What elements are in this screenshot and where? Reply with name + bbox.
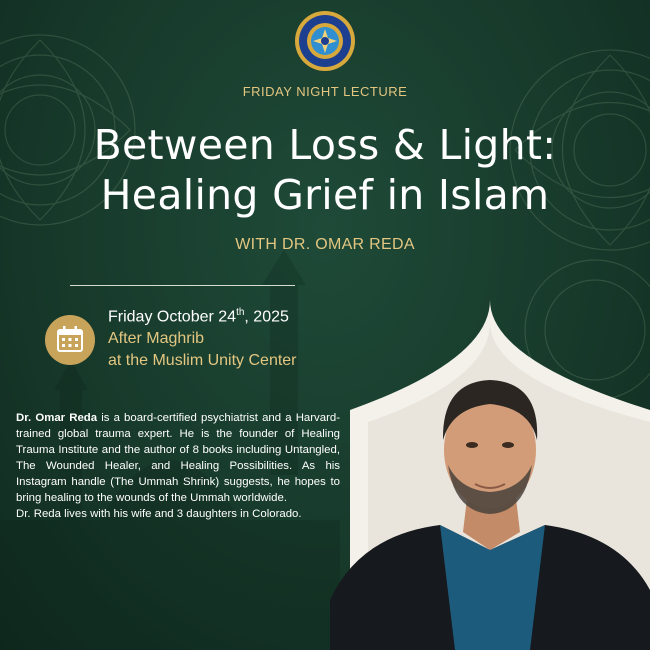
bio-name: Dr. Omar Reda <box>16 412 98 424</box>
speaker-portrait <box>330 300 650 650</box>
divider <box>70 285 295 286</box>
bio-paragraph-2: Dr. Reda lives with his wife and 3 daughters in Colorado. <box>16 508 302 520</box>
muslim-unity-center-logo <box>294 10 356 72</box>
event-date <box>108 307 289 326</box>
speaker-line: WITH DR. OMAR REDA <box>235 236 415 253</box>
date-year: , 2025 <box>244 308 289 326</box>
date-suffix: th <box>236 307 245 318</box>
bio-paragraph-1 <box>16 410 340 506</box>
title-line-1: Between Loss & Light: <box>93 121 557 169</box>
title-line-2: Healing Grief in Islam <box>100 171 550 219</box>
event-venue: at the Muslim Unity Center <box>108 352 297 369</box>
event-kicker: FRIDAY NIGHT LECTURE <box>242 84 408 99</box>
date-prefix: Friday October 24 <box>108 308 237 326</box>
event-time: After Maghrib <box>108 330 205 347</box>
calendar-badge <box>45 315 95 365</box>
event-title <box>0 120 650 220</box>
speaker-bio <box>16 410 340 522</box>
bio-text: is a board-certified psychiatrist and a Harvard-trained global trauma expert. He is the founder of Healing Trauma Institute and the author of 8 books including Untangled, The Wounded Healer, and Healing Possibilities. As his Instagram handle (The Ummah Shrink) suggests, he hopes to bring healing to the wounds of the Ummah worldwide. <box>16 412 340 504</box>
calendar-icon <box>45 315 95 365</box>
